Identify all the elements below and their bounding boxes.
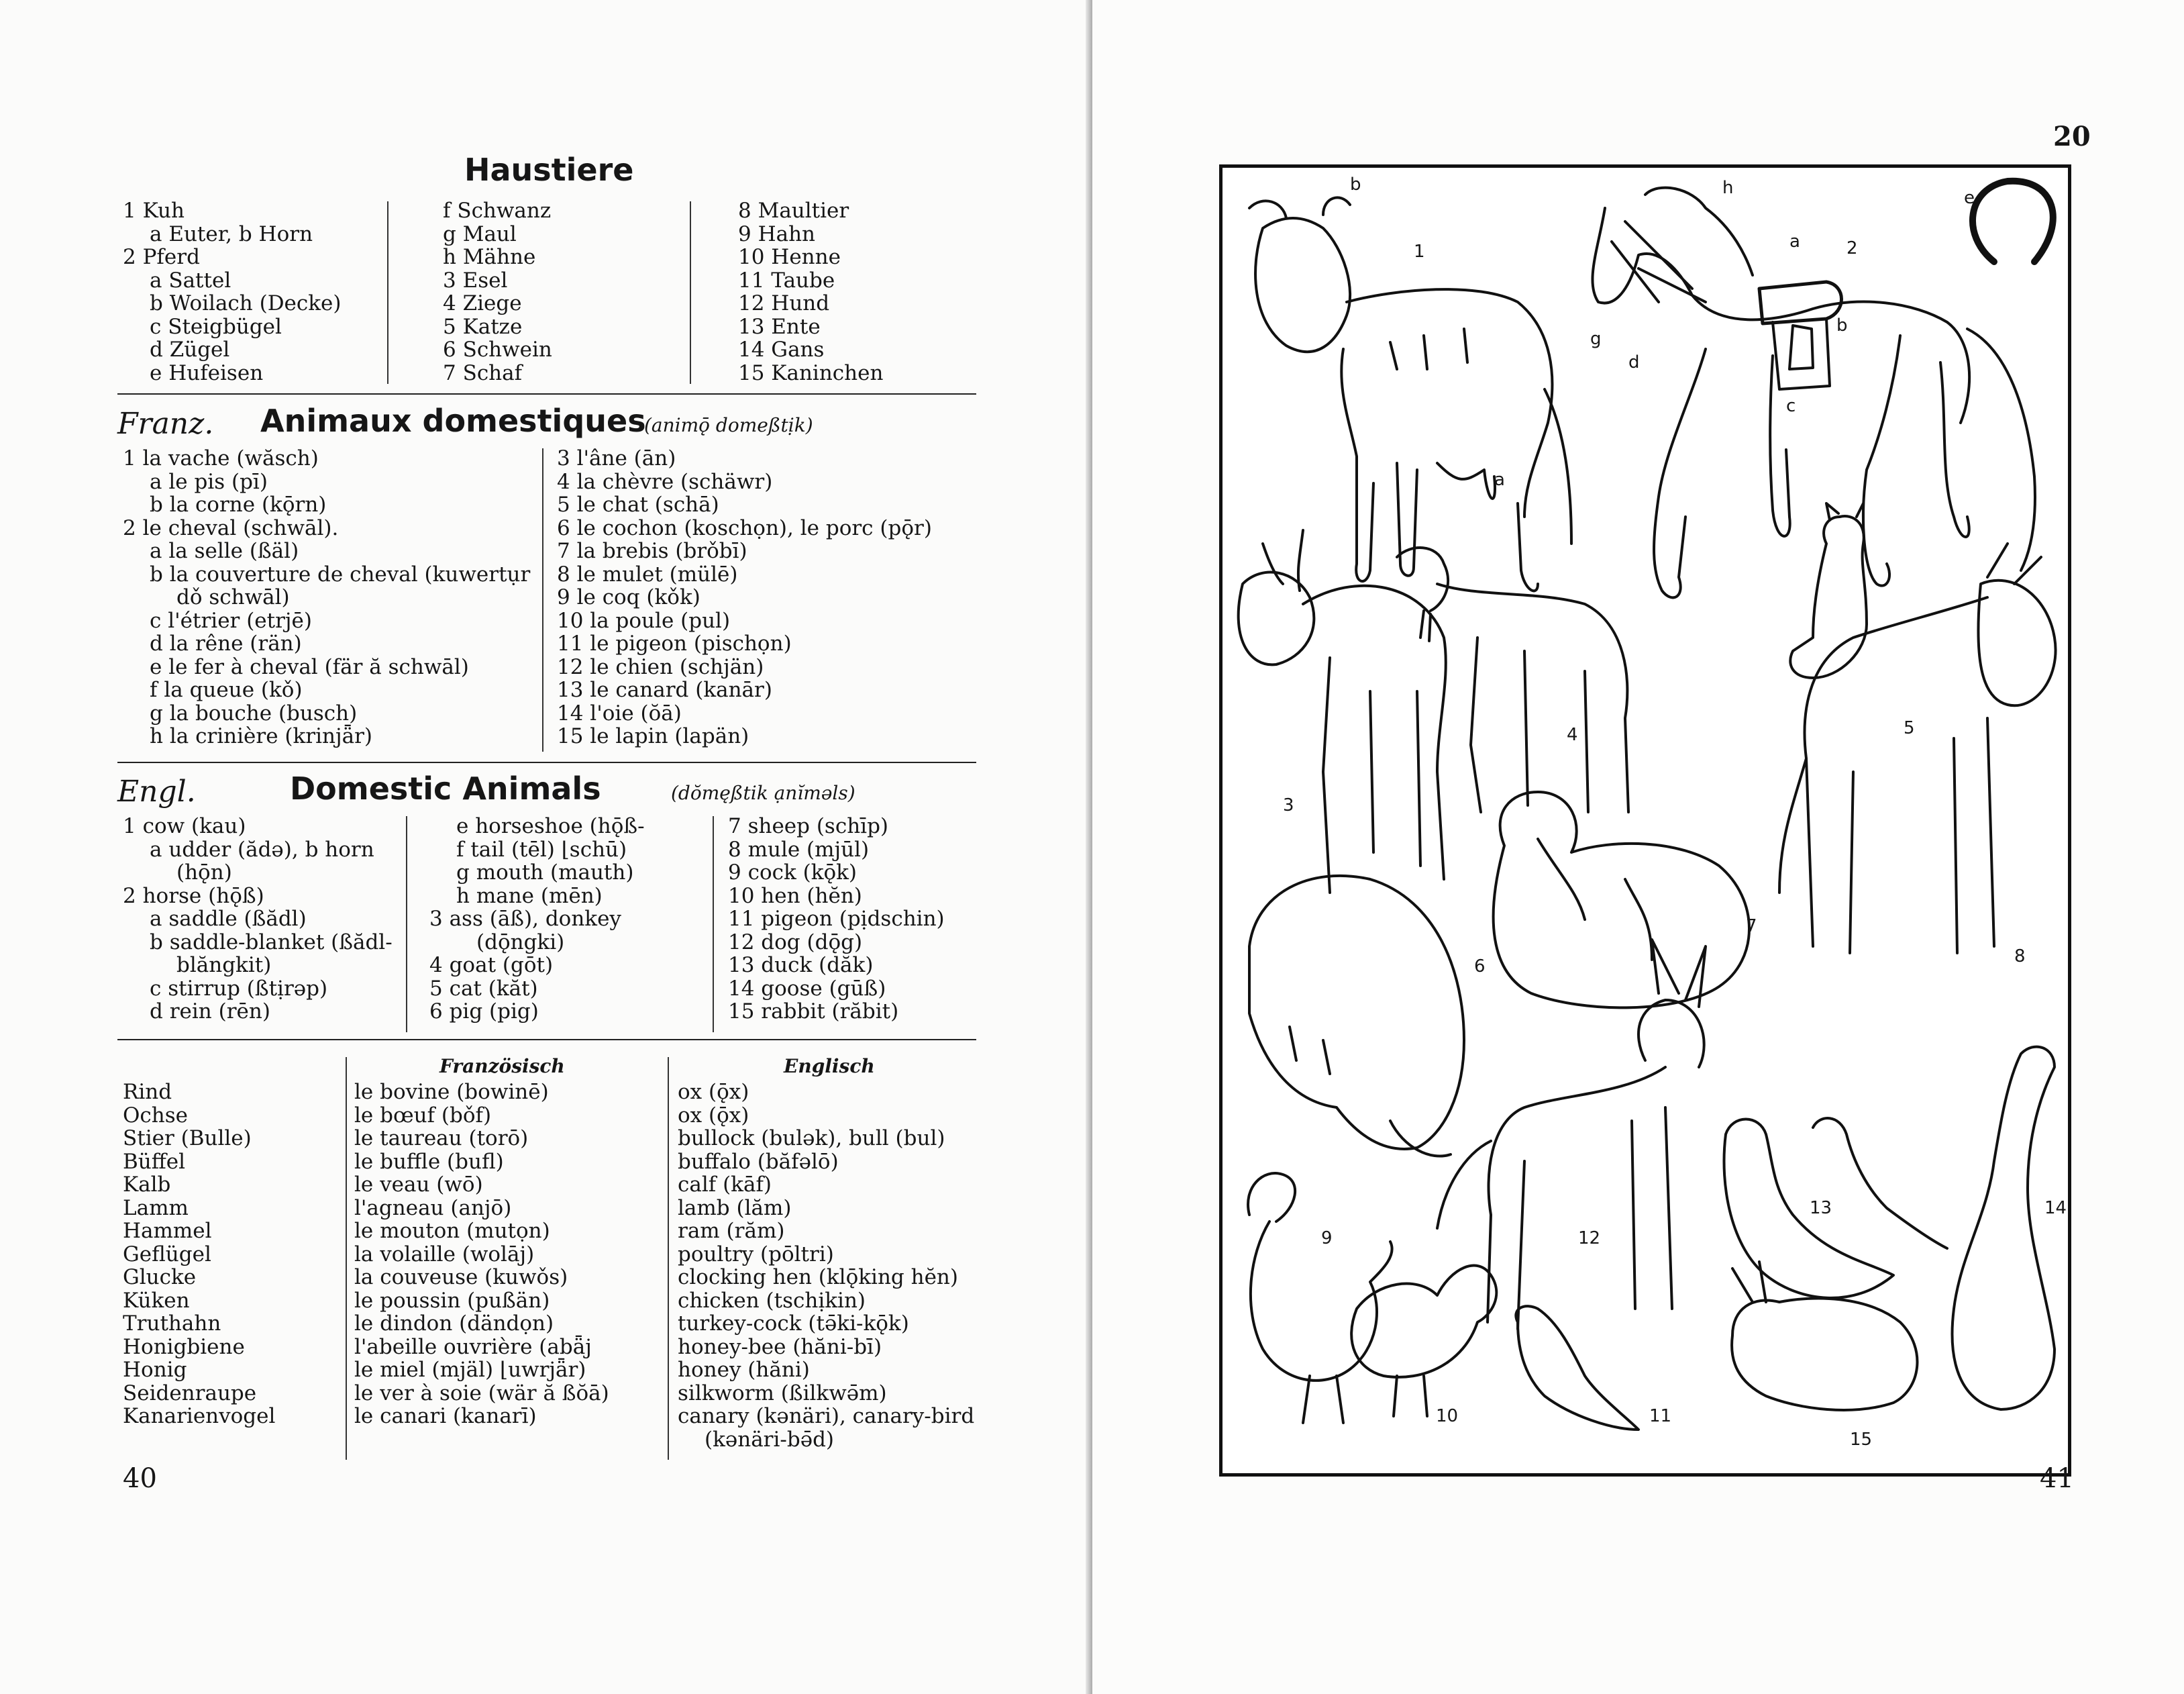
entry: 10 Henne: [738, 245, 841, 269]
entry: blăngkit): [176, 953, 272, 977]
cow-drawing: [1249, 197, 1571, 591]
supplement-col-english: [678, 1081, 974, 1451]
entry: f Schwanz: [443, 199, 552, 223]
entry: h la crinière (krinjǟr): [150, 724, 372, 748]
entry: 2 le cheval (schwāl).: [123, 515, 339, 540]
column-divider: [542, 448, 543, 752]
horse-drawing: [1592, 188, 2035, 598]
label-5: 5: [1904, 718, 1915, 738]
entry: Rind: [123, 1080, 172, 1104]
entry: (kǝnäri-bǝ̄d): [705, 1427, 835, 1452]
entry: g Maul: [443, 221, 517, 246]
english-section-title: Domestic Animals: [290, 770, 601, 807]
entry: clocking hen (klǭking hĕn): [678, 1265, 958, 1289]
label-3: 3: [1283, 795, 1294, 815]
entry: le miel (mjäl) ⌊uwrjǟr): [354, 1358, 586, 1382]
label-b-blanket: b: [1836, 315, 1848, 336]
entry: 6 Schwein: [443, 338, 552, 362]
section-rule: [117, 762, 976, 763]
entry: a Euter, b Horn: [150, 221, 313, 246]
entry: 5 Katze: [443, 314, 523, 339]
english-title-pron: (dŏmęßtik ạnĭmǝls): [671, 782, 855, 804]
entry: e le fer à cheval (fär ă schwāl): [150, 654, 469, 679]
entry: 6 le cochon (koschọn), le porc (pǭr): [557, 515, 932, 540]
entry: le veau (wō): [354, 1173, 483, 1197]
entry: f tail (tēl) ⌊schū): [456, 837, 627, 862]
entry: 15 le lapin (lapän): [557, 724, 749, 748]
entry: buffalo (băfǝlō): [678, 1149, 839, 1174]
entry: 13 Ente: [738, 314, 821, 339]
entry: Küken: [123, 1288, 190, 1313]
rooster-drawing: [1248, 1173, 1392, 1423]
entry: f la queue (kǒ): [150, 678, 303, 702]
entry: e horseshoe (hǭß-: [456, 814, 645, 838]
entry: Kalb: [123, 1173, 171, 1197]
entry: d rein (rēn): [150, 999, 270, 1024]
entry: ox (ǭx): [678, 1080, 749, 1104]
label-c-stirrup: c: [1786, 396, 1796, 416]
section-rule: [117, 393, 976, 395]
entry: 10 hen (hĕn): [728, 883, 862, 908]
entry: 12 Hund: [738, 291, 830, 315]
entry: le taureau (torō): [354, 1126, 529, 1150]
label-10: 10: [1436, 1406, 1459, 1426]
entry: le canari (kanarī): [354, 1404, 537, 1428]
entry: 3 l'âne (ān): [557, 446, 676, 470]
label-14: 14: [2044, 1198, 2067, 1218]
english-col-1: [123, 815, 393, 1024]
entry: la volaille (wolāj): [354, 1242, 535, 1266]
entry: b Woilach (Decke): [150, 291, 342, 315]
entry: 13 le canard (kanār): [557, 678, 772, 702]
entry: poultry (pōltri): [678, 1242, 834, 1266]
entry: le dindon (dändọn): [354, 1311, 554, 1336]
pig-drawing: [1249, 876, 1464, 1156]
entry: calf (kāf): [678, 1173, 772, 1197]
entry: c stirrup (ßtịrǝp): [150, 976, 328, 1001]
english-lang-label: Engl.: [117, 775, 196, 809]
column-divider: [668, 1057, 669, 1460]
entry: Ochse: [123, 1103, 188, 1128]
label-a-saddle: a: [1789, 232, 1800, 252]
entry: (dǭngki): [476, 930, 565, 954]
goose-drawing: [1953, 1047, 2055, 1409]
english-col-2: [429, 815, 645, 1024]
entry: canary (kǝnäri), canary-bird: [678, 1404, 975, 1428]
entry: 11 Taube: [738, 268, 835, 293]
entry: 8 le mulet (mülē): [557, 562, 738, 587]
horseshoe-drawing: [1973, 181, 2053, 262]
entry: 12 dog (dǭg): [728, 930, 863, 954]
entry: honey (hăni): [678, 1358, 810, 1382]
cat-drawing: [1790, 503, 1867, 678]
label-9: 9: [1321, 1228, 1333, 1248]
duck-drawing: [1724, 1118, 1948, 1298]
entry: 9 le coq (kǒk): [557, 585, 700, 609]
entry: 11 pigeon (pịdschin): [728, 907, 945, 931]
entry: 9 Hahn: [738, 221, 816, 246]
entry: turkey-cock (tǝ̄ki-kǭk): [678, 1311, 909, 1336]
column-divider: [387, 201, 388, 384]
entry: a saddle (ßădl): [150, 907, 307, 931]
entry: ram (răm): [678, 1219, 785, 1243]
english-col-3: [728, 815, 945, 1024]
entry: bullock (bulǝk), bull (bul): [678, 1126, 945, 1150]
entry: b la corne (kǭrn): [150, 493, 327, 517]
label-1: 1: [1414, 242, 1425, 262]
sheep-drawing: [1494, 792, 1749, 1007]
label-15: 15: [1850, 1430, 1873, 1450]
entry: 3 ass (āß), donkey: [429, 907, 621, 931]
entry: silkworm (ßilkwǝ̄m): [678, 1381, 887, 1405]
entry: dǒ schwāl): [176, 585, 290, 609]
label-b-horn: b: [1350, 175, 1361, 195]
label-6: 6: [1474, 956, 1486, 977]
entry: b la couverture de cheval (kuwertụr: [150, 562, 531, 587]
supplement-col-french: [354, 1081, 609, 1428]
column-divider: [346, 1057, 347, 1460]
entry: honey-bee (hăni-bī): [678, 1334, 882, 1359]
entry: Geflügel: [123, 1242, 211, 1266]
entry: 6 pig (pig): [429, 999, 539, 1024]
entry: d Zügel: [150, 338, 230, 362]
entry: h mane (mēn): [456, 883, 603, 908]
entry: Seidenraupe: [123, 1381, 257, 1405]
entry: 2 horse (hǭß): [123, 883, 264, 908]
entry: g mouth (mauth): [456, 860, 634, 885]
label-g-mouth: g: [1590, 329, 1602, 349]
entry: lamb (lăm): [678, 1195, 792, 1220]
entry: Honigbiene: [123, 1334, 245, 1359]
entry: 12 le chien (schjän): [557, 654, 764, 679]
rabbit-drawing: [1732, 1262, 1917, 1410]
entry: ox (ǭx): [678, 1103, 749, 1128]
entry: le buffle (bufl): [354, 1149, 504, 1174]
mule-drawing: [1779, 544, 2056, 953]
entry: 5 cat (kăt): [429, 976, 538, 1001]
label-12: 12: [1578, 1228, 1601, 1248]
entry: 4 la chèvre (schäwr): [557, 469, 773, 494]
entry: (hǭn): [176, 860, 232, 885]
entry: h Mähne: [443, 245, 536, 269]
entry: 2 Pferd: [123, 245, 200, 269]
entry: a Sattel: [150, 268, 231, 293]
label-7: 7: [1746, 916, 1757, 936]
supplement-col-german: [123, 1081, 275, 1428]
entry: Büffel: [123, 1149, 186, 1174]
entry: 15 rabbit (răbit): [728, 999, 899, 1024]
entry: Honig: [123, 1358, 187, 1382]
label-d-rein: d: [1628, 352, 1640, 372]
entry: 14 l'oie (ŏā): [557, 701, 682, 726]
entry: 7 Schaf: [443, 360, 523, 385]
supplement-head-french: Französisch: [439, 1055, 565, 1077]
german-col-2: [443, 199, 552, 385]
entry: le bœuf (bǒf): [354, 1103, 492, 1128]
entry: b saddle-blanket (ßădl-: [150, 930, 393, 954]
entry: le ver à soie (wär ă ßŏā): [354, 1381, 609, 1405]
entry: 4 Ziege: [443, 291, 522, 315]
animal-illustration: [1219, 164, 2071, 1477]
entry: Stier (Bulle): [123, 1126, 252, 1150]
entry: 11 le pigeon (pischọn): [557, 632, 792, 656]
label-h-mane: h: [1722, 178, 1734, 198]
entry: 15 Kaninchen: [738, 360, 884, 385]
column-divider: [406, 816, 407, 1032]
entry: 3 Esel: [443, 268, 508, 293]
entry: 1 la vache (wăsch): [123, 446, 319, 470]
french-title-pron: (animǭ domeßtịk): [644, 414, 813, 436]
entry: 10 la poule (pul): [557, 608, 731, 633]
label-8: 8: [2014, 946, 2026, 966]
entry: 1 Kuh: [123, 199, 185, 223]
entry: 13 duck (dăk): [728, 953, 874, 977]
entry: Glucke: [123, 1265, 197, 1289]
entry: a udder (ădǝ), b horn: [150, 837, 374, 862]
entry: le mouton (mutọn): [354, 1219, 550, 1243]
entry: Lamm: [123, 1195, 189, 1220]
label-11: 11: [1649, 1406, 1672, 1426]
entry: 9 cock (kǭk): [728, 860, 857, 885]
french-col-2: [557, 447, 932, 748]
entry: l'agneau (anjō): [354, 1195, 512, 1220]
entry: 8 Maultier: [738, 199, 849, 223]
entry: le poussin (pußän): [354, 1288, 550, 1313]
french-lang-label: Franz.: [117, 407, 214, 441]
entry: c Steigbügel: [150, 314, 282, 339]
entry: chicken (tschịkin): [678, 1288, 866, 1313]
entry: Kanarienvogel: [123, 1404, 276, 1428]
entry: la couveuse (kuwǒs): [354, 1265, 568, 1289]
entry: l'abeille ouvrière (abǟj: [354, 1334, 592, 1359]
entry: 5 le chat (schā): [557, 493, 719, 517]
entry: 14 Gans: [738, 338, 825, 362]
label-a-udder: a: [1494, 470, 1505, 490]
german-section-title: Haustiere: [464, 152, 634, 188]
label-13: 13: [1810, 1198, 1832, 1218]
german-col-1: [123, 199, 342, 385]
french-section-title: Animaux domestiques: [260, 403, 646, 439]
label-4: 4: [1567, 725, 1578, 745]
plate-number: 20: [2053, 121, 2091, 152]
entry: d la rêne (rän): [150, 632, 302, 656]
entry: a la selle (ßäl): [150, 539, 299, 563]
entry: 8 mule (mjūl): [728, 837, 870, 862]
entry: 7 la brebis (brǒbī): [557, 539, 747, 563]
entry: c l'étrier (etrjē): [150, 608, 312, 633]
entry: 7 sheep (schīp): [728, 814, 889, 838]
goat-drawing: [1397, 548, 1628, 812]
page-number-left: 40: [123, 1463, 157, 1494]
column-divider: [713, 816, 714, 1032]
section-rule: [117, 1039, 976, 1040]
entry: a le pis (pī): [150, 469, 268, 494]
entry: e Hufeisen: [150, 360, 264, 385]
dog-drawing: [1437, 940, 1706, 1329]
pigeon-drawing: [1516, 1306, 1639, 1430]
french-col-1: [123, 447, 530, 748]
entry: Hammel: [123, 1219, 212, 1243]
entry: le bovine (bowinē): [354, 1080, 549, 1104]
entry: 14 goose (gūß): [728, 976, 886, 1001]
entry: 4 goat (gōt): [429, 953, 554, 977]
column-divider: [690, 201, 691, 384]
entry: g la bouche (busch): [150, 701, 358, 726]
page-number-right: 41: [2040, 1463, 2074, 1494]
donkey-drawing: [1239, 530, 1446, 893]
supplement-head-english: Englisch: [784, 1055, 875, 1077]
label-e-horseshoe: e: [1964, 188, 1975, 208]
entry: Truthahn: [123, 1311, 221, 1336]
german-col-3: [738, 199, 883, 385]
entry: 1 cow (kau): [123, 814, 246, 838]
label-2: 2: [1847, 238, 1858, 258]
